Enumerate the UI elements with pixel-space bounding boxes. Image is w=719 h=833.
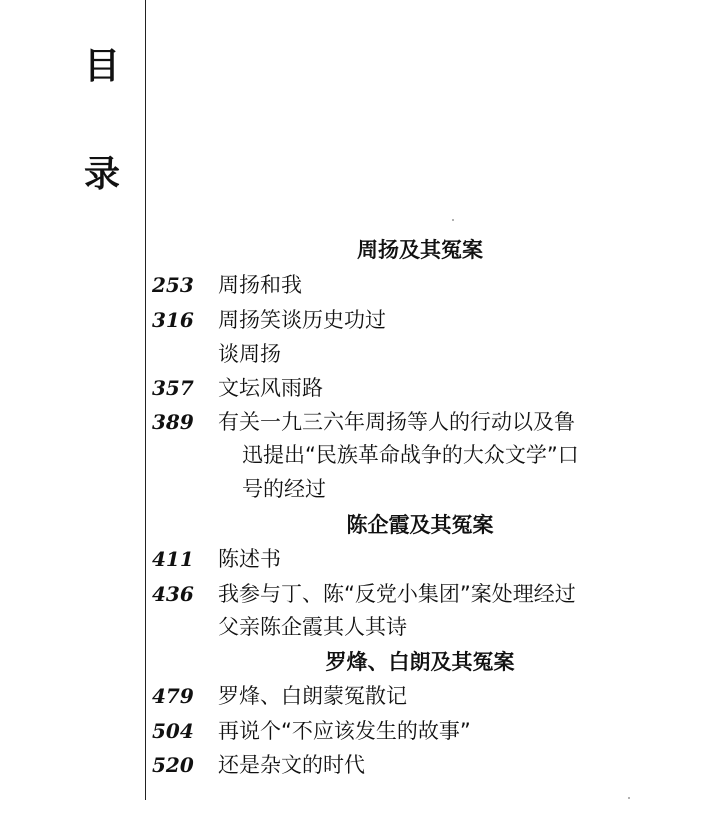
- page-number: 504: [152, 719, 194, 743]
- entry-title: 父亲陈企霞其人其诗: [218, 615, 407, 639]
- scan-speck: [452, 219, 454, 221]
- scan-speck: [628, 797, 630, 799]
- vertical-rule: [145, 0, 146, 800]
- page-number: 316: [152, 308, 194, 332]
- page-number: 411: [152, 547, 194, 571]
- entry-title: 还是杂文的时代: [218, 753, 365, 777]
- page-number: 389: [152, 410, 194, 434]
- section-heading: 陈企霞及其冤案: [346, 513, 494, 537]
- entry-title: 文坛风雨路: [218, 376, 323, 400]
- sidebar-title-char-1: 目: [84, 45, 121, 87]
- page-number: 520: [152, 753, 194, 777]
- entry-title: 我参与丁、陈“反党小集团”案处理经过: [218, 582, 576, 606]
- entry-title: 谈周扬: [218, 342, 281, 366]
- entry-title: 再说个“不应该发生的故事”: [218, 719, 471, 743]
- entry-title-continuation: 迅提出“民族革命战争的大众文学”口: [242, 443, 579, 467]
- page-number: 253: [152, 273, 194, 297]
- entry-title: 周扬笑谈历史功过: [218, 308, 386, 332]
- entry-title: 陈述书: [218, 547, 281, 571]
- page-number: 436: [152, 582, 194, 606]
- section-heading: 周扬及其冤案: [357, 238, 483, 262]
- section-heading: 罗烽、白朗及其冤案: [325, 650, 515, 674]
- entry-title: 有关一九三六年周扬等人的行动以及鲁: [218, 410, 575, 434]
- entry-title: 罗烽、白朗蒙冤散记: [218, 684, 407, 708]
- page-number: 479: [152, 684, 194, 708]
- entry-title: 周扬和我: [218, 273, 302, 297]
- entry-title-continuation: 号的经过: [242, 477, 326, 501]
- page-number: 357: [152, 376, 194, 400]
- sidebar-title-char-2: 录: [84, 153, 121, 195]
